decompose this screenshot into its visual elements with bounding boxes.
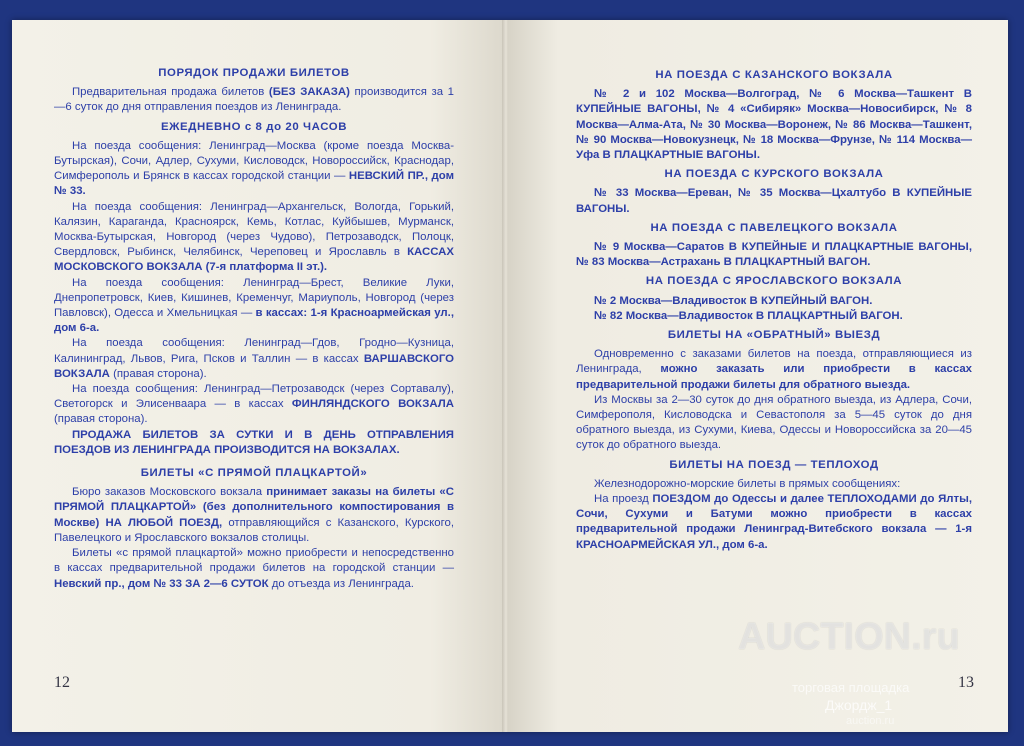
paragraph-yaroslavsky-train-2: № 2 Москва—Владивосток В КУПЕЙНЫЙ ВАГОН. <box>594 294 873 307</box>
paragraph-kursk-trains: № 33 Москва—Ереван, № 35 Москва—Цхалтубо В КУПЕЙНЫЕ ВАГОНЫ. <box>576 187 972 215</box>
paragraph-direct-tickets: Билеты «с прямой плацкартой» можно приобрести и непосредственно в кассах предварительной продажи билетов на городской станции — Невский пр., дом № 33 ЗА 2—6 СУТОК до отъезда из Ленинграда. <box>54 547 454 590</box>
page-number-left: 12 <box>54 674 70 691</box>
paragraph-paveletsky-trains: № 9 Москва—Саратов В КУПЕЙНЫЕ И ПЛАЦКАРТНЫЕ ВАГОНЫ, № 83 Москва—Астрахань В ПЛАЦКАРТНЫЙ ВАГОН. <box>576 241 972 269</box>
paragraph-kazan-trains: № 2 и 102 Москва—Волгоград, № 6 Москва—Ташкент В КУПЕЙНЫЕ ВАГОНЫ, № 4 «Сибиряк» Москва—Новосибирск, № 8 Москва—Алма-Ата, № 30 Москва—Воронеж, № 86 Москва—Ташкент, № 90 Москва—Новокузнецк, № 18 Москва—Фрунзе, № 114 Москва—Уфа В ПЛАЦКАРТНЫЕ ВАГОНЫ. <box>576 88 972 162</box>
paragraph-return-order: Одновременно с заказами билетов на поезда, отправляющиеся из Ленинграда, можно заказать или приобрести в кассах предварительной продажи билеты для обратного выезда. <box>576 348 972 391</box>
paragraph-same-day-sale: ПРОДАЖА БИЛЕТОВ ЗА СУТКИ И В ДЕНЬ ОТПРАВЛЕНИЯ ПОЕЗДОВ ИЗ ЛЕНИНГРАДА ПРОИЗВОДИТСЯ НА ВОКЗАЛАХ. <box>54 428 454 456</box>
section-title-kazan-station: НА ПОЕЗДА С КАЗАНСКОГО ВОКЗАЛА <box>655 69 893 81</box>
paragraph-finland-station: На поезда сообщения: Ленинград—Петрозаводск (через Сортавалу), Светогорск и Элисенваара — в кассах ФИНЛЯНДСКОГО ВОКЗАЛА (правая сторона). <box>54 383 455 426</box>
left-page-text <box>54 62 454 592</box>
page-number-right: 13 <box>958 674 974 691</box>
section-title-ticket-sales: ПОРЯДОК ПРОДАЖИ БИЛЕТОВ <box>158 67 350 79</box>
section-title-paveletsky-station: НА ПОЕЗДА С ПАВЕЛЕЦКОГО ВОКЗАЛА <box>650 221 898 234</box>
left-page <box>12 20 504 732</box>
section-title-train-ship: БИЛЕТЫ НА ПОЕЗД — ТЕПЛОХОД <box>669 458 879 471</box>
paragraph-moscow-station: На поезда сообщения: Ленинград—Архангельск, Вологда, Горький, Калязин, Караганда, Красноярск, Кемь, Котлас, Куйбышев, Мурманск, Москва-Бутырская, Новгород (через Чудово), Петрозаводск, Полоцк, Свердловск, Рыбинск, Челябинск, Череповец и Ярославль в КАССАХ МОСКОВСКОГО ВОКЗАЛА (7-я платформа II эт.). <box>54 200 454 274</box>
paragraph-order-bureau: Бюро заказов Московского вокзала принимает заказы на билеты «С ПРЯМОЙ ПЛАЦКАРТОЙ» (без дополнительного компостирования в Москве) НА ЛЮБОЙ ПОЕЗД, отправляющийся с Казанского, Курского, Павелецкого и Ярославского вокзалов столицы. <box>54 486 454 544</box>
section-title-daily-hours: ЕЖЕДНЕВНО с 8 до 20 ЧАСОВ <box>160 120 348 133</box>
paragraph-rail-sea-tickets: Железнодорожно-морские билеты в прямых сообщениях: <box>594 477 901 490</box>
paragraph-advance-sale: Предварительная продажа билетов (БЕЗ ЗАКАЗА) производится за 1—6 суток до дня отправления поездов из Ленинграда. <box>54 86 454 114</box>
section-title-direct-reservation: БИЛЕТЫ «С ПРЯМОЙ ПЛАЦКАРТОЙ» <box>140 467 368 480</box>
paragraph-moscow-trains: На поезда сообщения: Ленинград—Москва (кроме поезда Москва-Бутырская), Сочи, Адлер, Сухуми, Кисловодск, Новороссийск, Краснодар, Симферополь и Брянск в кассах городской станции — НЕВСКИЙ ПР., дом № 33. <box>54 139 454 198</box>
watermark-caption: торговая площадка <box>792 680 910 695</box>
section-title-return-tickets: БИЛЕТЫ НА «ОБРАТНЫЙ» ВЫЕЗД <box>667 329 881 342</box>
watermark-logo: AUCTION.ru <box>738 616 960 658</box>
section-title-kursk-station: НА ПОЕЗДА С КУРСКОГО ВОКЗАЛА <box>664 168 884 181</box>
section-title-yaroslavsky-station: НА ПОЕЗДА С ЯРОСЛАВСКОГО ВОКЗАЛА <box>645 275 903 288</box>
paragraph-brest-trains: На поезда сообщения: Ленинград—Брест, Великие Луки, Днепропетровск, Киев, Кишинев, Кременчуг, Мариуполь, Новгород (через Павловск), Одесса и Хмельницкая — в кассах: 1-я Красноармейская ул., дом 6-а. <box>54 276 454 335</box>
paragraph-warsaw-station: На поезда сообщения: Ленинград—Гдов, Гродно—Кузница, Калининград, Львов, Рига, Псков и Таллин — в кассах ВАРШАВСКОГО ВОКЗАЛА (правая сторона). <box>54 337 454 380</box>
watermark-user: Джордж_1 <box>825 697 893 713</box>
paragraph-return-periods: Из Москвы за 2—30 суток до дня обратного выезда, из Адлера, Сочи, Симферополя, Кисловодска и Севастополя за 5—45 суток до дня обратного выезда, из Сухуми, Киева, Одессы и Новороссийска за 20—45 суток до обратного выезда. <box>576 393 972 452</box>
watermark-url: auction.ru <box>846 715 895 727</box>
paragraph-odessa-ship: На проезд ПОЕЗДОМ до Одессы и далее ТЕПЛОХОДАМИ до Ялты, Сочи, Сухуми и Батуми можно приобрести в кассах предварительной продажи Ленинград-Витебского вокзала — 1-я КРАСНОАРМЕЙСКАЯ УЛ., дом 6-а. <box>576 493 972 551</box>
right-page-text <box>576 64 972 553</box>
paragraph-yaroslavsky-train-82: № 82 Москва—Владивосток В ПЛАЦКАРТНЫЙ ВАГОН. <box>594 309 903 322</box>
